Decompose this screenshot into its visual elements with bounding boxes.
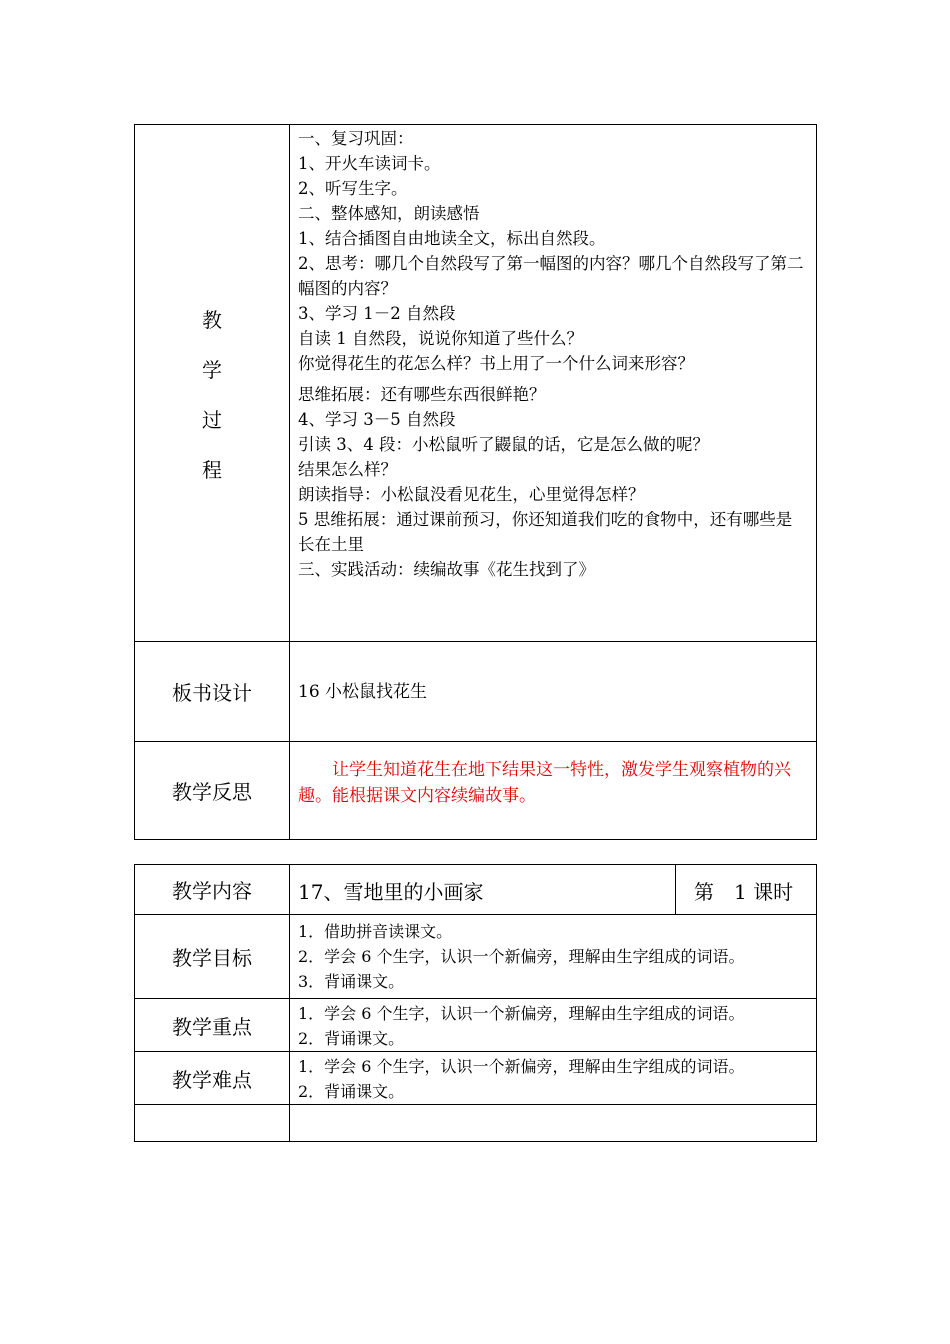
key-point-item: 2．背诵课文。 — [298, 1029, 405, 1048]
difficult-points-label: 教学难点 — [135, 1052, 290, 1105]
board-design-text: 16 小松鼠找花生 — [298, 681, 428, 702]
process-line: 1、开火车读词卡。 — [298, 154, 441, 173]
difficult-point-item: 1．学会 6 个生字，认识一个新偏旁，理解由生字组成的词语。 — [298, 1057, 745, 1076]
empty-label-cell — [135, 1105, 290, 1142]
process-content-cell — [290, 125, 817, 642]
process-line: 1、结合插图自由地读全文，标出自然段。 — [298, 229, 606, 248]
reflection-text: 让学生知道花生在地下结果这一特性，激发学生观察植物的兴趣。能根据课文内容续编故事。 — [298, 760, 791, 806]
process-line: 思维拓展：还有哪些东西很鲜艳？ — [298, 385, 546, 404]
goal-item: 2．学会 6 个生字，认识一个新偏旁，理解由生字组成的词语。 — [298, 947, 745, 966]
key-point-item: 1．学会 6 个生字，认识一个新偏旁，理解由生字组成的词语。 — [298, 1004, 745, 1023]
reflection-label: 教学反思 — [135, 742, 290, 840]
reflection-content — [290, 742, 817, 840]
process-line: 2、思考：哪几个自然段写了第一幅图的内容？哪几个自然段写了第二幅图的内容？ — [298, 254, 804, 298]
lesson-title: 17、雪地里的小画家 — [290, 865, 676, 915]
process-label-cell — [135, 125, 290, 642]
process-line: 4、学习 3－5 自然段 — [298, 410, 456, 429]
goals-content — [290, 915, 817, 999]
process-line: 一、复习巩固： — [298, 129, 414, 148]
difficult-point-item: 2．背诵课文。 — [298, 1082, 405, 1101]
difficult-points-content — [290, 1052, 817, 1105]
goal-item: 3．背诵课文。 — [298, 972, 405, 991]
goal-item: 1．借助拼音读课文。 — [298, 922, 453, 941]
process-line: 3、学习 1－2 自然段 — [298, 304, 456, 323]
content-label: 教学内容 — [135, 865, 290, 915]
lesson-plan-table-upper — [134, 124, 817, 840]
process-line: 自读 1 自然段，说说你知道了些什么？ — [298, 329, 583, 348]
lesson-plan-table-lower — [134, 864, 817, 1142]
process-line: 2、听写生字。 — [298, 179, 408, 198]
process-line: 你觉得花生的花怎么样？书上用了一个什么词来形容？ — [298, 354, 694, 373]
key-points-label: 教学重点 — [135, 999, 290, 1052]
process-line: 三、实践活动：续编故事《花生找到了》 — [298, 560, 595, 579]
process-line: 5 思维拓展：通过课前预习，你还知道我们吃的食物中，还有哪些是长在土里 — [298, 510, 793, 554]
process-line: 结果怎么样？ — [298, 460, 397, 479]
process-label: 教 学 过 程 — [202, 308, 222, 482]
lesson-period: 第 1 课时 — [676, 865, 817, 915]
process-line: 二、整体感知，朗读感悟 — [298, 204, 480, 223]
board-design-label: 板书设计 — [135, 642, 290, 742]
goals-label: 教学目标 — [135, 915, 290, 999]
board-design-content — [290, 642, 817, 742]
process-line: 朗读指导：小松鼠没看见花生，心里觉得怎样？ — [298, 485, 645, 504]
process-line: 引读 3、4 段：小松鼠听了鼹鼠的话，它是怎么做的呢？ — [298, 435, 709, 454]
empty-content-cell — [290, 1105, 817, 1142]
key-points-content — [290, 999, 817, 1052]
